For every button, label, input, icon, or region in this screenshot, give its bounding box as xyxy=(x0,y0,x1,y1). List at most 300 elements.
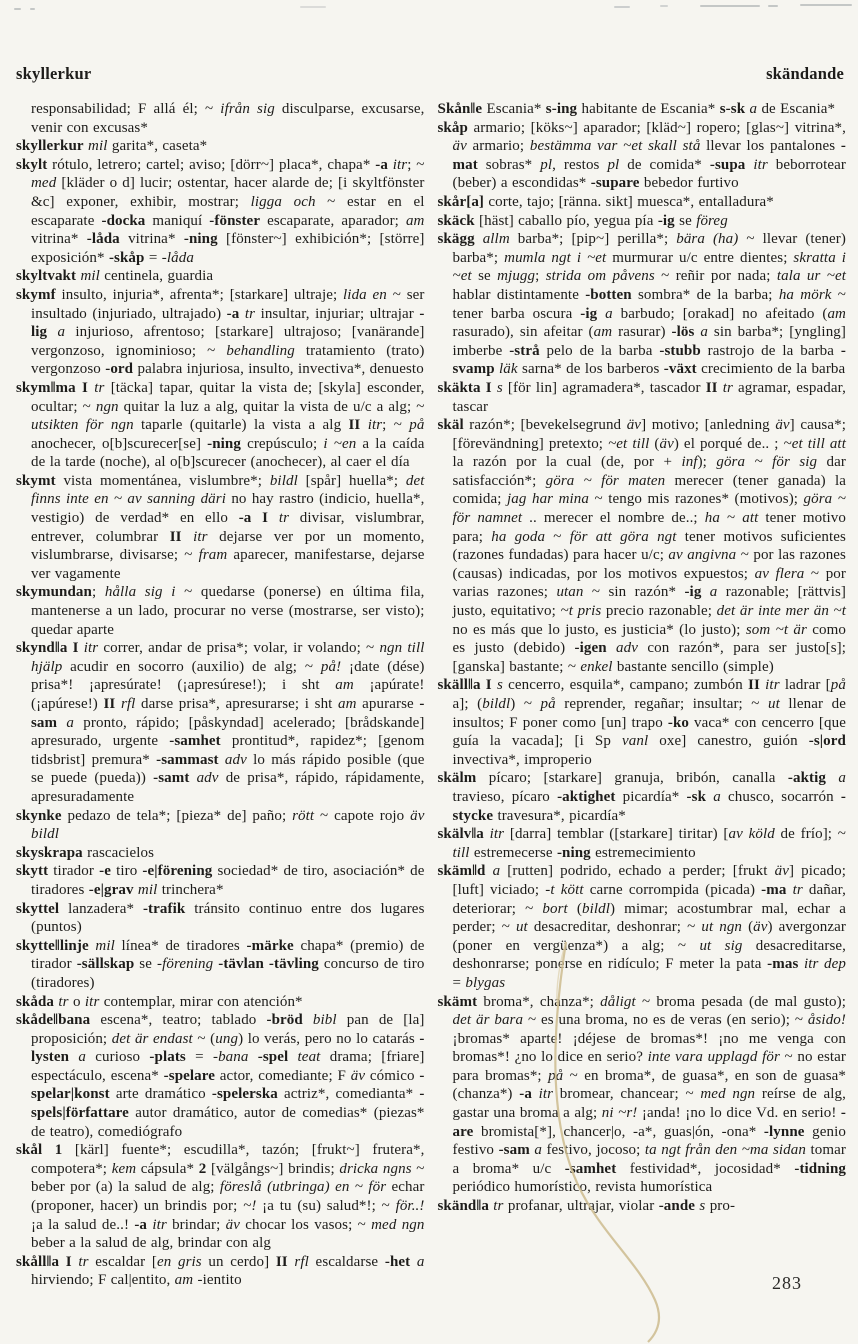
italic-text: itr xyxy=(531,1086,554,1103)
dictionary-entry xyxy=(438,100,847,119)
entry-text: festivo, jocoso; xyxy=(541,1142,645,1159)
italic-text: på xyxy=(409,417,425,434)
headword-text: -låda xyxy=(86,231,120,248)
entry-text: ; ~ xyxy=(407,156,425,173)
italic-text: en gris xyxy=(156,1253,202,1270)
italic-text: pl xyxy=(540,156,553,173)
entry-text: ~ capote rojo xyxy=(314,807,411,824)
entry-text: armario; [köks~] aparador; [kläd~] ropero; [glas~] vitrina*, xyxy=(467,119,846,136)
headword-text: -a I xyxy=(238,510,269,527)
italic-text: det är endast xyxy=(111,1030,193,1047)
italic-text: itr xyxy=(84,993,100,1010)
italic-text: bildl xyxy=(269,472,298,489)
dictionary-entry xyxy=(438,212,847,231)
headword-text: -a xyxy=(519,1086,532,1103)
headword-text: -mat xyxy=(452,138,846,173)
italic-text: tr xyxy=(239,305,256,322)
dictionary-entry xyxy=(438,1197,847,1216)
italic-text: ta ngt från den ~ma sidan xyxy=(644,1142,806,1159)
entry-text: ~ reñir por nada; xyxy=(654,268,777,285)
entry-text: = xyxy=(185,1049,213,1066)
entry-text: precio razonable; xyxy=(601,603,717,620)
italic-text: adv xyxy=(606,640,638,657)
headword-text: -a xyxy=(375,156,388,173)
dictionary-entry xyxy=(438,993,847,1198)
italic-text: för att göra ngt xyxy=(569,528,677,545)
entry-text: -ientito xyxy=(193,1272,242,1289)
headword-text: skymf xyxy=(16,286,56,303)
page-header xyxy=(16,64,844,84)
italic-text: mjugg xyxy=(497,268,536,285)
italic-text: ut xyxy=(515,919,528,936)
italic-text: kem xyxy=(111,1160,137,1177)
headword-text: -ig xyxy=(580,305,598,322)
headword-text: -ande xyxy=(658,1198,696,1215)
headword-text: skåda xyxy=(16,993,55,1010)
headword-text: -a xyxy=(226,305,240,322)
dictionary-entry xyxy=(16,900,425,937)
headword-text: skåde‖bana xyxy=(16,1012,91,1029)
entry-text: ] motivo; [anledning xyxy=(641,417,776,434)
dictionary-entry xyxy=(16,472,425,584)
dictionary-entry xyxy=(438,230,847,379)
entry-text: ~ es una broma, no es de veras (en serio); ~ xyxy=(523,1012,808,1029)
italic-text: blygas xyxy=(465,974,506,991)
headword-text: -spelare xyxy=(163,1067,216,1084)
headword-text: skyltvakt xyxy=(16,268,77,285)
entry-text: ~ en broma*, de guasa*, en son de guasa* (chanza*) xyxy=(452,1067,846,1103)
entry-text: quitar la luz a alg, quitar la vista de u/c a alg; ~ xyxy=(118,398,425,415)
entry-text: razón*; [bevekelsegrund xyxy=(463,417,627,434)
dictionary-entry xyxy=(438,825,847,862)
entry-text: [rutten] podrido, echado a perder; [frukt xyxy=(500,863,775,880)
entry-text: ~ tengo mis razones* (motivos); xyxy=(589,491,804,508)
entry-text: genio festivo xyxy=(452,1123,846,1159)
entry-text: tránsito continuo entre dos lugares (puntos) xyxy=(31,900,425,936)
italic-text: av angivna xyxy=(668,547,737,564)
entry-text: un cerdo] xyxy=(201,1253,276,1270)
entry-text: tener motivos suficientes (razones fundadas) para hacer u/c; xyxy=(452,528,846,564)
italic-text: adv xyxy=(189,770,219,787)
entry-text: ( xyxy=(742,919,754,936)
entry-text: beborrotear (beber) a escondidas* xyxy=(452,156,846,192)
entry-text: crecimiento de la barba xyxy=(696,361,846,378)
entry-text: chusco, socarrón xyxy=(720,788,841,805)
entry-text: acudir en socorro (auxilio) de alg; ~ xyxy=(62,658,321,675)
italic-text: dåligt xyxy=(600,993,636,1010)
entry-text: tirador xyxy=(48,863,100,880)
entry-text: reprender, regañar; insultar; ~ xyxy=(555,696,769,712)
entry-text: tiro xyxy=(110,863,143,880)
dictionary-entry xyxy=(16,137,425,156)
entry-text: lanzadera* xyxy=(59,900,143,917)
headword-text: -stycke xyxy=(452,788,846,824)
italic-text: det finns inte en ~ av sanning däri xyxy=(31,472,425,508)
entry-text: ~ por las razones (causas) indicadas, por los motivos expuestos; xyxy=(452,547,846,582)
entry-text: ) lo verás, pero no lo catarás xyxy=(238,1030,420,1047)
italic-text: åsido! xyxy=(807,1012,846,1029)
entry-text: estremecimiento xyxy=(590,844,696,861)
entry-text: ¡a la salud de..! xyxy=(31,1216,135,1233)
italic-text: tr xyxy=(488,1198,504,1215)
italic-text: bära (ha) xyxy=(676,231,739,248)
headword-text: -botten xyxy=(585,286,632,303)
entry-text: a la caída de la tarde (noche), al o[b]scurecer (anochecer), al caer el día xyxy=(31,435,425,471)
entry-text: [kläder o d] lucir; ostentar, hacer alarde de; [i skyltfönster &c] exponer, exhibir, mostrar; xyxy=(31,175,425,210)
italic-text: a xyxy=(529,1142,542,1159)
headword-text: skäll‖a I xyxy=(437,677,492,694)
italic-text: till xyxy=(452,844,470,861)
entry-text: merecer (tener ganada) la comida; xyxy=(452,472,847,508)
italic-text: det är bara xyxy=(452,1012,524,1029)
italic-text: enkel xyxy=(580,658,613,675)
entry-text: pedazo de tela*; [pieza* de] paño; xyxy=(61,807,293,824)
headword-text: skym‖ma I xyxy=(16,379,88,396)
entry-text: [kärl] fuente*; escudilla*, tazón; [frukt~] frutera*, compotera*; xyxy=(31,1142,425,1177)
dictionary-entry xyxy=(16,993,425,1012)
italic-text: mil xyxy=(83,138,108,155)
entry-text: ¡date (dése) prisa*! ¡apresúrate! (¡apresúrese!); i sht xyxy=(31,658,425,694)
entry-text: ~ llevar (tener) barba*; xyxy=(452,231,846,266)
entry-text: llevar los pantalones xyxy=(700,138,841,155)
dictionary-entry xyxy=(438,862,847,992)
italic-text: strida om påvens xyxy=(545,268,655,285)
headword-text: -samhet xyxy=(169,733,221,750)
italic-text: -bana xyxy=(212,1049,249,1066)
italic-text: a xyxy=(706,788,721,805)
entry-text: con razón*, para ser justo[s]; [ganska] bastante; ~ xyxy=(452,640,846,675)
entry-text: insulto, injuria*, afrenta*; [starkare] ultraje; xyxy=(55,286,344,303)
entry-text: palabra injuriosa, insulto, invectiva*, denuesto xyxy=(133,361,424,378)
italic-text: -låda xyxy=(161,249,194,266)
entry-text: murmurar u/c entre dientes; xyxy=(606,249,794,266)
dictionary-entry xyxy=(16,807,425,844)
headword-text: -tävlan -tävling xyxy=(218,956,319,973)
entry-text: rótulo, letrero; cartel; aviso; [dörr~] placa*, chapa* xyxy=(47,156,376,173)
headword-text: skänd‖a xyxy=(437,1198,489,1215)
entry-text: pícaro; [starkare] granuja, bribón, canalla xyxy=(476,770,788,787)
headword-text: skäm‖d xyxy=(437,863,486,880)
italic-text: a xyxy=(694,324,708,341)
entry-text: chocar los vasos; ~ xyxy=(240,1216,372,1233)
headword-text: -spelar|konst xyxy=(31,1067,425,1103)
headword-text: -e|grav xyxy=(88,881,134,898)
italic-text: bibl xyxy=(302,1012,337,1029)
italic-text: am xyxy=(405,212,425,229)
italic-text: ut ngn xyxy=(701,919,743,936)
headword-text: Skån‖e xyxy=(437,101,483,117)
headword-text: -trafik xyxy=(142,900,186,917)
headword-text: -e xyxy=(99,863,111,880)
entry-text: agramar, espadar, tascar xyxy=(452,379,846,415)
entry-text: ~ xyxy=(545,528,570,545)
headword-text: -fönster xyxy=(209,212,261,229)
italic-text: vanl xyxy=(621,733,649,750)
entry-text: ( xyxy=(567,900,582,917)
italic-text: itr xyxy=(387,156,408,173)
entry-text: escaparate, aparador; xyxy=(260,212,406,229)
headword-text: -samt xyxy=(153,770,190,787)
entry-text: ¡anda! ¡no lo dice Vd. en serio! xyxy=(637,1105,841,1122)
italic-text: bort xyxy=(542,900,568,917)
headword-text: skytte‖linje xyxy=(16,937,89,954)
entry-text: prontitud*, rapidez*; [genom tidsbrist] premura* xyxy=(31,733,425,768)
italic-text: hålla sig i xyxy=(104,584,176,601)
headword-text: II xyxy=(275,1253,288,1270)
entry-text: ¡apúrate! (¡apúrese!) xyxy=(31,677,425,712)
entry-text: [fönster~] exhibición*; [större] exposición* xyxy=(31,231,425,266)
entry-text: pan de [la] proposición; xyxy=(31,1012,425,1047)
entry-text: bromear, chancear; ~ xyxy=(553,1086,701,1103)
entry-text: trinchera* xyxy=(157,881,224,898)
dictionary-entry xyxy=(438,769,847,825)
headword-text: -sk xyxy=(686,788,707,805)
entry-text: beber a la salud de alg, brindar con alg xyxy=(31,1235,271,1252)
entry-text: escaldar [ xyxy=(88,1253,157,1270)
entry-text: invectiva*, improperio xyxy=(452,751,592,768)
headword-text: II xyxy=(103,696,116,712)
entry-text: oxe] canestro, guión xyxy=(648,733,809,750)
entry-text: festividad*, jocosidad* xyxy=(616,1160,795,1177)
italic-text: äv xyxy=(350,1067,366,1084)
entry-text: o xyxy=(68,993,85,1010)
entry-text: cápsula* xyxy=(136,1160,199,1177)
entry-text: razonable; [rättvis] justo, equitativo; xyxy=(452,584,846,620)
entry-text: sarna* de los barberos xyxy=(517,361,664,378)
italic-text: rfl xyxy=(287,1253,309,1270)
headword-text: -sällskap xyxy=(76,956,135,973)
italic-text: på xyxy=(548,1067,564,1084)
headword-text: -plats xyxy=(149,1049,186,1066)
entry-text: bromista[*], chancer|o, -a*, guas|ón, -ona* xyxy=(473,1123,764,1140)
dictionary-entry xyxy=(438,676,847,769)
entry-text: escena*, teatro; tablado xyxy=(90,1012,267,1029)
italic-text: som ~t är xyxy=(745,621,807,638)
entry-text: hablar distintamente xyxy=(452,286,586,303)
italic-text: äv xyxy=(452,138,467,155)
italic-text: am xyxy=(827,305,846,322)
headword-text: skymundan xyxy=(16,584,92,601)
italic-text: av flera xyxy=(754,565,805,582)
headword-text: II xyxy=(705,379,718,396)
italic-text: tr xyxy=(268,510,290,527)
italic-text: ifrån sig xyxy=(220,101,275,117)
headword-text: skälm xyxy=(437,770,477,787)
headword-text: -spel xyxy=(257,1049,289,1066)
dictionary-entry xyxy=(16,267,425,286)
headword-text: -ig xyxy=(684,584,702,601)
entry-text: hirviendo; F cal|entito, xyxy=(31,1272,175,1289)
headword-text: -aktig xyxy=(787,770,826,787)
entry-text: desacreditarse, deshonrarse; ponerse en ridículo; F meter la pata xyxy=(452,937,847,973)
entry-text: se xyxy=(674,212,697,229)
headword-text: -sam xyxy=(31,696,425,731)
entry-text: injurioso, afrentoso; [starkare] ultrajoso; [vanärande] vergonzoso, ignominioso; ~ xyxy=(31,324,425,359)
entry-text: rasurar) xyxy=(612,324,672,341)
entry-text: ] causa*; [förevändning] pretexto; xyxy=(452,417,846,452)
entry-text: no hay rastro (indicio, huella*, vestigio) de verdad* en ello xyxy=(31,491,425,527)
scan-dash xyxy=(14,8,21,10)
entry-text: rasurado), sin afeitar ( xyxy=(452,324,594,341)
headword-text: skyttel xyxy=(16,900,60,917)
italic-text: på! xyxy=(320,658,342,675)
entry-text: [spår] huella*; xyxy=(297,472,406,489)
headword-text: skäl xyxy=(437,417,464,434)
headword-text: skåll‖a I xyxy=(16,1253,72,1270)
text-columns xyxy=(16,100,846,1304)
headword-text: -strå xyxy=(509,342,540,359)
italic-text: äv bildl xyxy=(31,807,425,843)
entry-text: = xyxy=(144,249,162,266)
column-left xyxy=(16,100,425,1304)
entry-text: dañar, deteriorar; ~ xyxy=(452,881,846,917)
entry-text: vista momentánea, vislumbre*; xyxy=(55,472,270,489)
italic-text: itr xyxy=(759,677,780,694)
scan-dash xyxy=(700,5,760,7)
entry-text: ); xyxy=(697,454,717,471)
scan-dash xyxy=(300,6,326,8)
dictionary-entry xyxy=(438,379,847,416)
headword-text: II xyxy=(748,677,760,694)
entry-text: correr, andar de prisa*; volar, ir volando; ~ xyxy=(98,640,380,657)
entry-text: ; xyxy=(535,268,546,285)
entry-text: llenar de insultos; F poner como [un] trapo xyxy=(452,696,846,731)
italic-text: ni ~r! xyxy=(601,1105,638,1122)
italic-text: itr xyxy=(78,640,99,657)
entry-text: ladrar [ xyxy=(779,677,831,694)
entry-text: de prisa*, rápido, rápidamente, apresuradamente xyxy=(31,770,425,805)
entry-text: anochecer, o[b]scurecer[se] xyxy=(31,435,208,452)
italic-text: -förening xyxy=(157,956,214,973)
entry-text: dar satisfacción*; xyxy=(452,454,846,489)
italic-text: ~t pris xyxy=(560,603,602,620)
entry-text: ~ tener barba oscura xyxy=(452,286,846,322)
entry-text: sobras* xyxy=(477,156,541,173)
italic-text: dricka ngns xyxy=(339,1160,412,1177)
italic-text: lida en xyxy=(343,286,387,303)
entry-text: rascacielos xyxy=(82,844,155,861)
italic-text: med xyxy=(31,175,57,192)
dictionary-entry xyxy=(16,100,425,137)
entry-text: habitante de Escania* xyxy=(577,101,720,117)
scan-dash xyxy=(800,4,852,6)
headword-text: -s|ord xyxy=(808,733,846,750)
italic-text: mil xyxy=(76,268,100,285)
italic-text: ~et till xyxy=(608,435,650,452)
entry-text: sombra* de la barba; xyxy=(631,286,779,303)
scan-dash xyxy=(30,8,35,10)
italic-text: -t kött xyxy=(545,881,584,898)
headword-text: -ning xyxy=(207,435,241,452)
headword-text: -ord xyxy=(105,361,134,378)
italic-text: adv xyxy=(218,751,247,768)
italic-text: am xyxy=(335,677,354,694)
entry-text: brindar; xyxy=(166,1216,226,1233)
headword-text: -sammast xyxy=(156,751,219,768)
dictionary-entry xyxy=(16,1141,425,1253)
italic-text: itr xyxy=(745,156,768,173)
dictionary-entry xyxy=(16,1253,425,1290)
headword-text: -lysten xyxy=(31,1030,425,1066)
italic-text: bestämma var ~et skall stå xyxy=(529,138,701,155)
entry-text: darse prisa*, apresurarse; i sht xyxy=(135,696,339,712)
headword-text: skåp xyxy=(437,119,468,136)
headword-text: -sam xyxy=(498,1142,530,1159)
headword-text: skylt xyxy=(16,156,48,173)
headword-text: skynd‖a I xyxy=(16,640,79,657)
headword-text: skytt xyxy=(16,863,49,880)
headword-text: -het xyxy=(384,1253,411,1270)
italic-text: av köld xyxy=(728,826,775,843)
entry-text: rastrojo de la barba xyxy=(700,342,841,359)
entry-text: aparecer, manifestarse, dejarse ver vagamente xyxy=(31,547,425,582)
dictionary-entry xyxy=(16,862,425,899)
entry-text: vaca* con cencerro [que guía la vacada]; [i Sp xyxy=(452,714,846,750)
entry-text: Escania* xyxy=(482,101,546,117)
entry-text: sociedad* de tiro, asociación* de tiradores xyxy=(31,863,425,898)
italic-text: a xyxy=(597,305,613,322)
italic-text: itr xyxy=(483,826,505,843)
entry-text: maniquí xyxy=(145,212,210,229)
italic-text: am xyxy=(593,324,613,341)
entry-text: ~ broma pesada (de mal gusto); xyxy=(635,993,846,1010)
entry-text: ) el porqué de.. ; xyxy=(673,435,784,452)
italic-text: äv xyxy=(659,435,674,452)
entry-text: cómico xyxy=(365,1067,420,1084)
entry-text: ~ quedarse (ponerse) en última fila, mantenerse a un lado, procurar no verse (mostrarse, ser visto); quedar aparte xyxy=(31,584,425,638)
entry-text: pronto, rápido; [påskyndad] acelerado; [brådskande] apresurado, urgente xyxy=(31,714,425,750)
entry-text: [välgångs~] brindis; xyxy=(206,1160,340,1177)
entry-text: ; xyxy=(91,584,105,601)
italic-text: behandling xyxy=(226,342,295,359)
italic-text: pl xyxy=(607,156,620,173)
italic-text: utan xyxy=(556,584,584,601)
entry-text: bastante sencillo (simple) xyxy=(612,658,774,675)
entry-text: tener motivo para; xyxy=(452,510,846,545)
entry-text: ¡a tu (su) salud*!; ~ xyxy=(256,1198,396,1215)
italic-text: a xyxy=(826,770,847,787)
entry-text: centinela, guardia xyxy=(99,268,214,285)
headword-text: -aktighet xyxy=(557,788,616,805)
guide-word-right: skändande xyxy=(766,64,844,83)
headword-text: -ning xyxy=(556,844,591,861)
italic-text: föreg xyxy=(696,212,728,229)
entry-text: = xyxy=(452,974,466,991)
entry-text: armario; xyxy=(466,138,530,155)
italic-text: på xyxy=(830,677,846,694)
entry-text: se xyxy=(471,268,498,285)
entry-text: ; ~ xyxy=(382,417,410,434)
entry-text: [täcka] tapar, quitar la vista de; [skyla] esconder, ocultar; ~ xyxy=(31,379,425,415)
headword-text: -bröd xyxy=(266,1012,303,1029)
italic-text: a xyxy=(57,714,75,731)
entry-text: actor, comediante; F xyxy=(215,1067,351,1084)
entry-text: tomar a broma* u/c xyxy=(452,1142,846,1177)
italic-text: äv xyxy=(753,919,768,936)
italic-text: med ngn xyxy=(700,1086,756,1103)
headword-text: s-sk xyxy=(719,101,746,117)
italic-text: a xyxy=(485,863,501,880)
italic-text: tr xyxy=(71,1253,89,1270)
italic-text: s xyxy=(695,1198,706,1215)
entry-text: ~ xyxy=(719,510,743,527)
italic-text: ha mörk xyxy=(778,286,832,303)
entry-text: broma*, chanza*; xyxy=(477,993,601,1010)
italic-text: ha xyxy=(704,510,720,527)
headword-text: skyskrapa xyxy=(16,844,83,861)
entry-text: ) avergonzar (poner en vergüenza*) a alg; ~ xyxy=(452,919,847,954)
entry-text: drama; [friare] espectáculo, escena* xyxy=(31,1049,425,1084)
